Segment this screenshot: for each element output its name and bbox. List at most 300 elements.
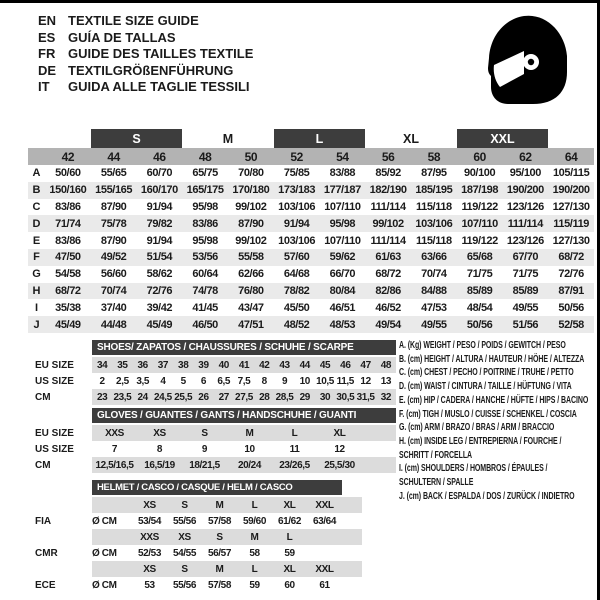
measure-cell: 50/60: [55, 167, 81, 180]
measure-cell: 85/89: [466, 284, 493, 297]
size-row: [35, 357, 396, 373]
row-label: [35, 529, 92, 545]
measure-cell: 67/70: [512, 251, 539, 264]
value-cell: 55/56: [172, 579, 197, 591]
helmet-value-row: [35, 545, 362, 561]
row-values: [92, 425, 396, 441]
value-cell: 12,5/16,5: [95, 459, 134, 471]
size-cell: XS: [143, 499, 156, 511]
measure-cell: 190/200: [506, 184, 544, 197]
row-letter: G: [32, 268, 41, 281]
value-cell: 30,5: [336, 391, 355, 403]
measure-cell: 52/58: [558, 318, 584, 331]
value-cell: 42: [259, 359, 270, 371]
measure-cell: 85/92: [375, 167, 401, 180]
language-row: [38, 63, 253, 80]
value-cell: 57/58: [207, 515, 232, 527]
value-cell: 37: [157, 359, 169, 371]
value-cell: 44: [299, 359, 310, 371]
measure-cell: 80/84: [329, 284, 356, 297]
measure-cell: 127/130: [552, 234, 590, 247]
row-label: CM: [35, 459, 51, 471]
measure-cell: 75/85: [283, 167, 310, 180]
measure-cell: 103/106: [278, 200, 316, 213]
measure-cell: 50/56: [558, 301, 584, 314]
size-cell: M: [215, 563, 224, 575]
value-cell: 61/62: [277, 515, 302, 527]
size-column-header: 52: [290, 149, 303, 164]
language-row: [38, 79, 253, 96]
measure-cell: 95/98: [192, 234, 218, 247]
measure-cell: 49/54: [375, 318, 401, 331]
value-cell: 59: [284, 547, 295, 559]
measure-cell: 79/82: [146, 217, 173, 230]
size-cell: L: [286, 531, 293, 543]
size-cell: S: [216, 531, 223, 543]
measure-cell: 76/80: [238, 284, 264, 297]
value-cell: 12: [360, 375, 371, 387]
value-cell: 18/21,5: [189, 459, 220, 471]
size-cell: XL: [283, 563, 296, 575]
helmet-value-row: [35, 513, 362, 529]
size-cell: L: [251, 499, 258, 511]
measure-cell: 91/94: [146, 234, 173, 247]
measure-cell: 83/86: [55, 234, 81, 247]
value-cell: S: [201, 427, 208, 439]
size-group-xl: XL: [403, 131, 419, 146]
measure-cell: 70/74: [100, 284, 127, 297]
measure-cell: 49/55: [512, 301, 539, 314]
size-group-l: L: [274, 129, 366, 148]
measure-cell: 57/60: [283, 251, 310, 264]
size-column-header: 58: [427, 149, 441, 164]
language-code: FR: [38, 46, 56, 61]
value-cell: 2: [99, 375, 105, 387]
measure-cell: 37/40: [100, 301, 127, 314]
value-cell: 7: [111, 443, 118, 455]
row-letter: J: [33, 318, 40, 331]
measure-cell: 165/175: [186, 184, 224, 197]
measure-row-d: [28, 215, 594, 232]
measure-row-e: [28, 232, 594, 249]
measure-cell: 84/88: [421, 284, 447, 297]
measure-cell: 70/80: [238, 167, 264, 180]
measure-cell: 177/187: [323, 184, 361, 197]
language-title: GUÍA DE TALLAS: [68, 29, 176, 45]
value-cell: XL: [333, 427, 346, 439]
value-cell: 27,5: [235, 391, 253, 403]
measure-cell: 190/200: [552, 184, 590, 197]
legend-item: A. (Kg) WEIGHT / PESO / POIDS / GEWITCH / PESO: [399, 340, 566, 351]
measure-cell: 105/115: [552, 167, 590, 180]
size-column-header: 48: [198, 149, 212, 164]
value-cell: 41: [238, 359, 250, 371]
helmet-size-row: [35, 529, 362, 545]
measure-cell: 39/42: [146, 301, 173, 314]
measure-cell: 182/190: [369, 184, 407, 197]
measure-cell: 62/66: [238, 268, 264, 281]
measure-row-h: [28, 283, 594, 300]
size-cell: XS: [143, 563, 156, 575]
measure-cell: 150/160: [49, 184, 87, 197]
value-cell: 59: [249, 579, 260, 591]
measure-cell: 46/51: [329, 301, 356, 314]
value-cell: 58: [249, 547, 260, 559]
value-cell: 52/53: [137, 547, 162, 559]
measure-cell: 53/56: [192, 251, 218, 264]
measure-cell: 87/95: [421, 167, 447, 180]
value-cell: 27: [218, 391, 229, 403]
value-cell: 53: [144, 579, 155, 591]
measure-cell: 68/72: [375, 268, 401, 281]
row-values: [92, 373, 396, 389]
measure-cell: 87/90: [238, 217, 264, 230]
measure-cell: 44/48: [100, 318, 127, 331]
size-group-m: M: [222, 131, 234, 146]
language-title-list: [38, 13, 253, 96]
measure-cell: 87/90: [100, 200, 127, 213]
value-cell: 34: [96, 359, 108, 371]
shoes-table-title: SHOES/ ZAPATOS / CHAUSSURES / SCHUHE / SCARPE: [92, 340, 396, 355]
helmet-rows: [35, 497, 362, 593]
value-cell: 40: [218, 359, 229, 371]
measure-cell: 43/47: [238, 301, 264, 314]
value-cell: 10,5: [316, 375, 334, 387]
measure-cell: 74/78: [192, 284, 218, 297]
measure-cell: 65/75: [192, 167, 218, 180]
size-column-header: 50: [244, 149, 258, 164]
size-cell: L: [251, 563, 258, 575]
measure-cell: 45/49: [146, 318, 173, 331]
row-values: [92, 529, 362, 545]
helmet-table-title: HELMET / CASCO / CASQUE / HELM / CASCO: [92, 480, 342, 495]
row-letter: C: [32, 200, 41, 213]
value-cell: M: [245, 427, 254, 439]
measure-cell: 60/70: [146, 167, 173, 180]
language-code: IT: [38, 79, 50, 94]
measure-cell: 66/70: [329, 268, 356, 281]
measure-cell: 83/86: [192, 217, 218, 230]
value-cell: 59/60: [242, 515, 267, 527]
size-cell: XXL: [315, 499, 334, 511]
value-cell: 24,5: [153, 391, 172, 403]
measure-cell: 155/165: [95, 184, 133, 197]
row-label: EU SIZE: [35, 427, 74, 439]
value-cell: 38: [178, 359, 189, 371]
measure-cell: 48/52: [283, 318, 310, 331]
language-code: DE: [38, 62, 57, 78]
helmet-value-row: [35, 577, 362, 593]
value-cell: 6,5: [217, 375, 231, 387]
value-cell: 39: [198, 359, 209, 371]
size-cell: XL: [283, 499, 296, 511]
value-cell: 25,5/30: [324, 459, 355, 471]
measure-row-a: [28, 165, 594, 182]
measure-cell: 123/126: [506, 200, 544, 213]
value-cell: 30: [319, 391, 331, 403]
measure-cell: 72/76: [146, 284, 173, 297]
row-values: [92, 561, 362, 577]
measure-cell: 103/106: [278, 234, 316, 247]
value-cell: 53/54: [137, 515, 162, 527]
measure-cell: 123/126: [506, 234, 544, 247]
row-letter: D: [32, 217, 41, 230]
helmet-size-row: [35, 497, 362, 513]
measure-cell: 48/54: [466, 301, 493, 314]
measure-cell: 48/53: [329, 318, 356, 331]
size-row: [35, 457, 396, 473]
measure-cell: 45/50: [283, 301, 310, 314]
size-column-header: 44: [107, 149, 120, 164]
size-row: [35, 373, 396, 389]
row-values: [92, 513, 362, 529]
measure-cell: 173/183: [278, 184, 316, 197]
language-row: [38, 30, 253, 47]
row-label: US SIZE: [35, 375, 74, 387]
value-cell: 36: [137, 359, 148, 371]
value-cell: 47: [360, 359, 371, 371]
value-cell: 23/26,5: [279, 459, 310, 471]
size-column-header: 56: [381, 149, 395, 164]
size-cell: XS: [178, 531, 191, 543]
value-cell: 25,5: [174, 391, 193, 403]
measure-cell: 46/50: [192, 318, 218, 331]
row-values: [92, 577, 362, 593]
row-values: [92, 545, 362, 561]
value-cell: 5: [180, 375, 186, 387]
value-cell: 35: [117, 359, 128, 371]
language-row: [38, 46, 253, 63]
measure-cell: 85/89: [512, 284, 539, 297]
measure-row-j: [28, 316, 594, 333]
language-code: ES: [38, 29, 56, 45]
measure-cell: 50/56: [466, 318, 493, 331]
measure-cell: 82/86: [375, 284, 401, 297]
gloves-rows: [35, 425, 396, 473]
value-cell: 23,5: [113, 391, 132, 403]
row-label: US SIZE: [35, 443, 74, 455]
legend-item: SCHRITT / FORCELLA: [399, 449, 473, 461]
value-cell: 16,5/19: [144, 459, 175, 471]
measure-cell: 127/130: [552, 200, 590, 213]
measure-cell: 115/119: [553, 217, 589, 230]
row-values: [92, 441, 396, 457]
row-letter: I: [34, 301, 39, 314]
measure-cell: 55/58: [238, 251, 264, 264]
shoes-rows: [35, 357, 396, 405]
row-label: CM: [35, 391, 51, 403]
value-cell: 2,5: [116, 375, 129, 387]
value-cell: 8: [156, 443, 163, 455]
diameter-unit: Ø CM: [92, 547, 117, 559]
measure-cell: 119/122: [461, 234, 498, 247]
size-column-header: 54: [336, 149, 349, 164]
size-column-header: 64: [564, 149, 578, 164]
legend-list: [399, 339, 596, 503]
measure-row-i: [28, 299, 594, 316]
measure-cell: 91/94: [146, 200, 173, 213]
measure-cell: 59/62: [329, 251, 356, 264]
row-label: EU SIZE: [35, 359, 74, 371]
legend-item: B. (cm) HEIGHT / ALTURA / HAUTEUR / HÖHE / ALTEZZA: [399, 353, 585, 365]
measure-cell: 91/94: [283, 217, 310, 230]
row-label: ECE: [35, 579, 56, 591]
value-cell: 10: [299, 375, 310, 387]
measure-cell: 47/53: [421, 301, 447, 314]
value-cell: 8: [261, 375, 267, 387]
shoes-section: [35, 340, 396, 405]
measure-cell: 111/114: [507, 217, 543, 230]
measure-cell: 87/90: [100, 234, 127, 247]
measure-cell: 95/98: [192, 200, 218, 213]
size-cell: S: [181, 499, 188, 511]
gloves-section: [35, 408, 396, 473]
measure-cell: 45/49: [55, 318, 81, 331]
diameter-unit: Ø CM: [92, 579, 117, 591]
row-values: [92, 389, 396, 405]
measure-cell: 103/106: [415, 217, 453, 230]
measure-cell: 72/76: [558, 268, 584, 281]
measure-cell: 68/72: [558, 251, 584, 264]
language-title: TEXTILE SIZE GUIDE: [68, 13, 199, 28]
value-cell: 63/64: [312, 515, 337, 527]
size-cell: XXL: [315, 563, 334, 575]
measure-cell: 46/52: [375, 301, 401, 314]
measure-cell: 107/110: [324, 234, 361, 247]
measure-cell: 63/66: [421, 251, 447, 264]
size-row: [35, 389, 396, 405]
gloves-table-title: GLOVES / GUANTES / GANTS / HANDSCHUHE / GUANTI: [92, 408, 396, 423]
measure-cell: 64/68: [283, 268, 310, 281]
value-cell: 3,5: [136, 375, 150, 387]
value-cell: 12: [334, 443, 345, 455]
measure-row-b: [28, 182, 594, 199]
value-cell: L: [291, 427, 298, 439]
row-letter: E: [32, 234, 41, 247]
row-label: CMR: [35, 547, 58, 559]
value-cell: 48: [380, 359, 392, 371]
size-group-xxl: XXL: [457, 129, 549, 148]
measure-cell: 49/55: [421, 318, 447, 331]
value-cell: 26: [198, 391, 209, 403]
value-cell: 20/24: [237, 459, 262, 471]
value-cell: 55/56: [172, 515, 197, 527]
main-size-table: [28, 129, 594, 333]
row-label: FIA: [35, 515, 52, 527]
value-cell: XS: [153, 427, 166, 439]
measure-cell: 35/38: [55, 301, 81, 314]
size-number-row: [28, 148, 594, 165]
size-group-s: S: [91, 129, 183, 148]
value-cell: 13: [380, 375, 392, 387]
measure-row-f: [28, 249, 594, 266]
measure-cell: 111/114: [370, 234, 406, 247]
value-cell: 11,5: [336, 375, 354, 387]
measure-cell: 170/180: [232, 184, 270, 197]
size-column-header: 46: [153, 149, 166, 164]
value-cell: 60: [284, 579, 295, 591]
measure-cell: 90/100: [464, 167, 496, 180]
measure-row-c: [28, 199, 594, 216]
racing-helmet-icon: [479, 11, 574, 109]
measure-cell: 70/74: [421, 268, 447, 281]
size-column-header: 60: [473, 149, 486, 164]
legend-item: I. (cm) SHOULDERS / HOMBROS / ÉPAULES /: [399, 463, 548, 475]
value-cell: 32: [380, 391, 392, 403]
spacer: [28, 129, 45, 148]
measure-cell: 107/110: [461, 217, 498, 230]
legend-item: G. (cm) ARM / BRAZO / BRAS / ARM / BRACCIO: [399, 422, 555, 434]
value-cell: 43: [279, 359, 290, 371]
helmet-size-row: [35, 561, 362, 577]
language-code: EN: [38, 13, 57, 28]
language-title: GUIDA ALLE TAGLIE TESSILI: [68, 79, 250, 94]
measure-cell: 47/50: [55, 251, 81, 264]
measure-cell: 47/51: [238, 318, 264, 331]
measure-cell: 95/100: [509, 167, 541, 180]
value-cell: 56/57: [207, 547, 232, 559]
measure-cell: 60/64: [192, 268, 218, 281]
row-values: [92, 497, 362, 513]
measure-cell: 87/91: [558, 284, 584, 297]
value-cell: 11: [289, 443, 300, 455]
legend-item: C. (cm) CHEST / PECHO / POITRINE / TRUHE / PETTO: [399, 367, 574, 379]
row-letter: B: [32, 184, 41, 197]
size-column-header: 42: [61, 149, 75, 164]
value-cell: 9: [281, 375, 288, 387]
value-cell: 6: [200, 375, 207, 387]
measure-cell: 99/102: [372, 217, 404, 230]
row-letter: H: [32, 284, 41, 297]
value-cell: 7,5: [237, 375, 251, 387]
language-title: GUIDE DES TAILLES TEXTILE: [68, 46, 254, 61]
measure-cell: 95/98: [329, 217, 356, 230]
legend-item: F. (cm) TIGH / MUSLO / CUISSE / SCHENKEL / COSCIA: [399, 408, 577, 420]
size-row: [35, 425, 396, 441]
measure-cell: 51/56: [512, 318, 539, 331]
measure-cell: 185/195: [415, 184, 453, 197]
diameter-unit: Ø CM: [92, 515, 117, 527]
measure-cell: 49/52: [100, 251, 127, 264]
measure-cell: 71/75: [512, 268, 539, 281]
value-cell: 54/55: [172, 547, 197, 559]
measure-cell: 56/60: [100, 268, 127, 281]
measure-cell: 99/102: [235, 234, 267, 247]
row-label: [35, 497, 92, 513]
value-cell: 9: [201, 443, 208, 455]
size-cell: M: [250, 531, 259, 543]
measure-cell: 75/78: [100, 217, 127, 230]
value-cell: 46: [340, 359, 351, 371]
legend-item: J. (cm) BACK / ESPALDA / DOS / ZURÜCK / INDIETRO: [399, 490, 575, 502]
value-cell: 4: [160, 375, 166, 387]
row-values: [92, 357, 396, 373]
size-cell: XXS: [140, 531, 159, 543]
value-cell: 10: [244, 443, 255, 455]
measure-cell: 71/75: [466, 268, 493, 281]
legend-item: D. (cm) WAIST / CINTURA / TAILLE / HÜFTUNG / VITA: [399, 381, 572, 393]
value-cell: 61: [319, 579, 330, 591]
measure-cell: 54/58: [55, 268, 81, 281]
value-cell: 23: [96, 391, 108, 403]
measure-cell: 83/88: [329, 167, 356, 180]
measure-cell: 65/68: [466, 251, 493, 264]
legend-item: SCHULTERN / SPALLE: [399, 477, 474, 489]
value-cell: 24: [137, 391, 148, 403]
size-cell: M: [215, 499, 224, 511]
row-values: [92, 457, 396, 473]
measure-cell: 99/102: [235, 200, 267, 213]
